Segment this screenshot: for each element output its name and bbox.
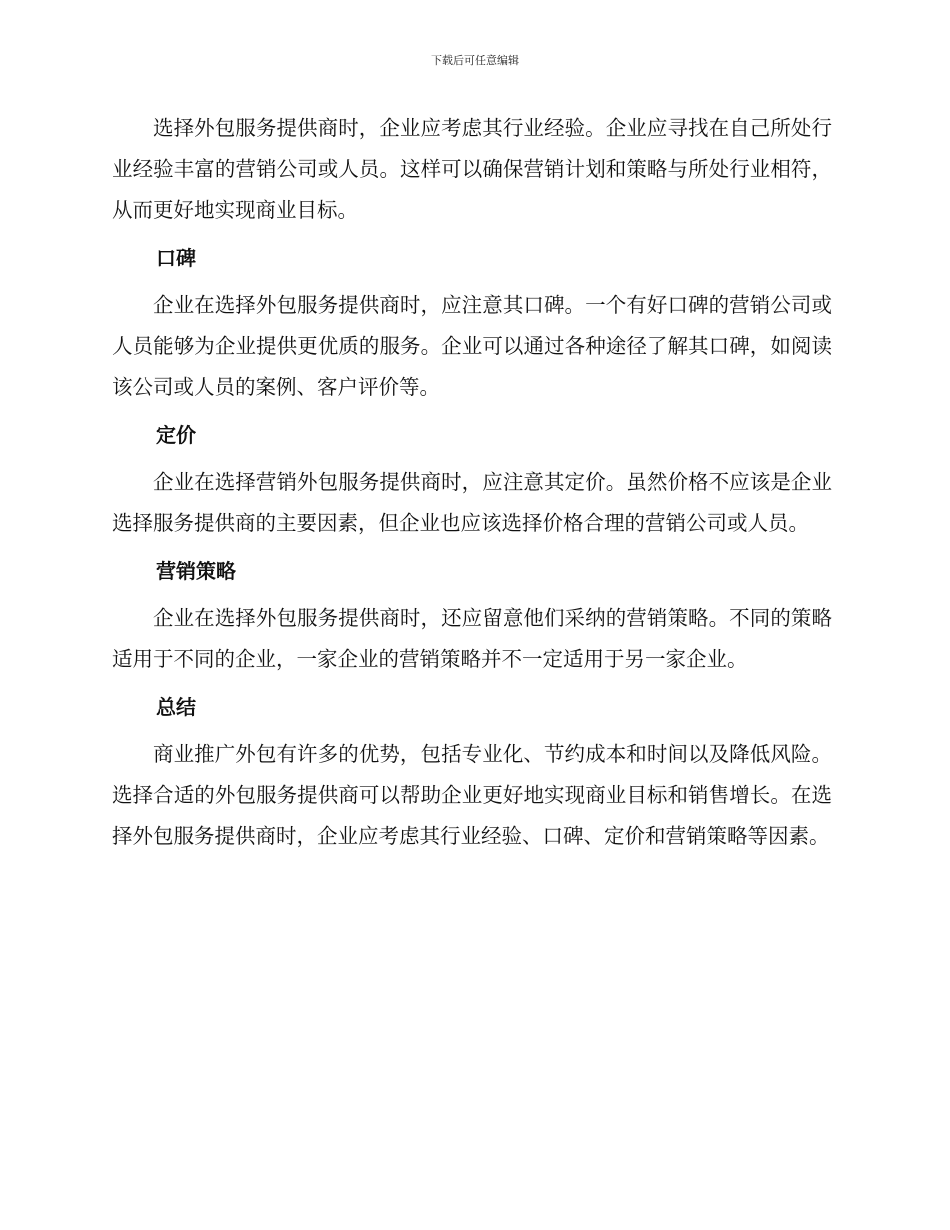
paragraph-industry-experience: 选择外包服务提供商时，企业应考虑其行业经验。企业应寻找在自己所处行业经验丰富的营销公司或人员。这样可以确保营销计划和策略与所处行业相符，从而更好地实现商业目标。	[112, 116, 832, 222]
section-heading-summary: 总结	[156, 695, 196, 719]
paragraph-marketing-strategy: 企业在选择外包服务提供商时，还应留意他们采纳的营销策略。不同的策略适用于不同的企业，一家企业的营销策略并不一定适用于另一家企业。	[112, 606, 832, 671]
page-header: 下载后可任意编辑	[431, 54, 519, 67]
section-heading-marketing-strategy: 营销策略	[156, 559, 236, 583]
document-body	[112, 108, 832, 857]
section-heading-reputation: 口碑	[156, 246, 196, 270]
paragraph-reputation: 企业在选择外包服务提供商时，应注意其口碑。一个有好口碑的营销公司或人员能够为企业提供更优质的服务。企业可以通过各种途径了解其口碑，如阅读该公司或人员的案例、客户评价等。	[112, 293, 832, 399]
section-heading-pricing: 定价	[156, 423, 196, 447]
paragraph-pricing: 企业在选择营销外包服务提供商时，应注意其定价。虽然价格不应该是企业选择服务提供商的主要因素，但企业也应该选择价格合理的营销公司或人员。	[112, 470, 832, 535]
paragraph-summary: 商业推广外包有许多的优势，包括专业化、节约成本和时间以及降低风险。选择合适的外包服务提供商可以帮助企业更好地实现商业目标和销售增长。在选择外包服务提供商时，企业应考虑其行业经验、口碑、定价和营销策略等因素。	[112, 742, 832, 848]
